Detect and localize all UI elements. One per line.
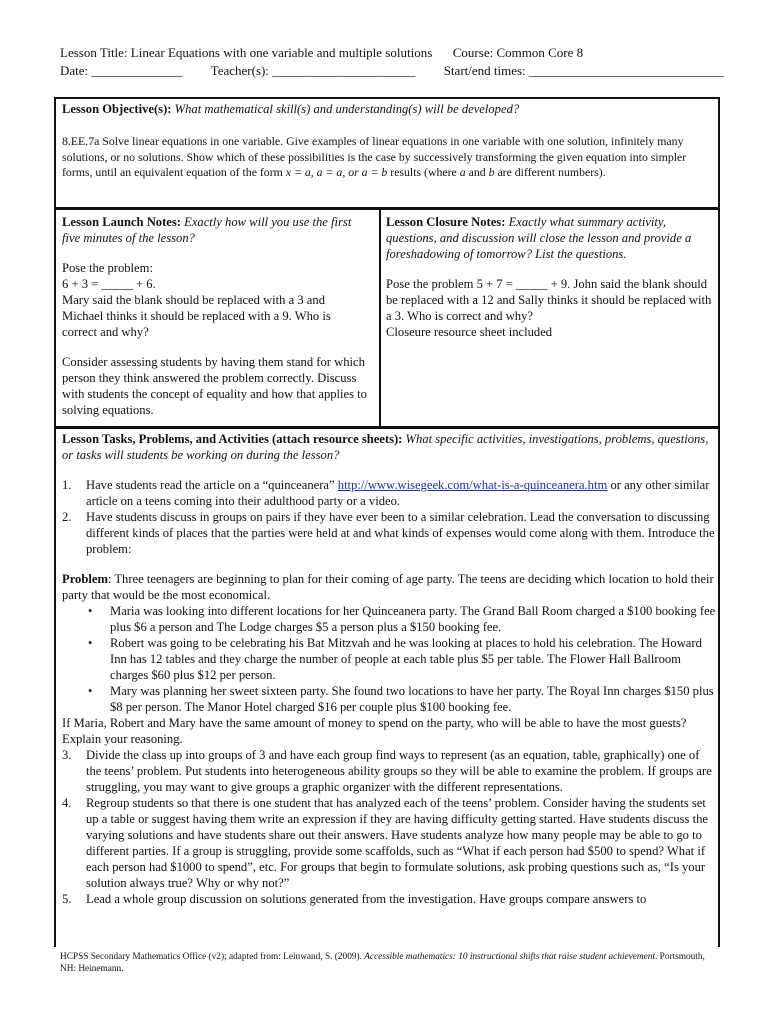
objective-end: are different numbers). [497,165,606,179]
footer-publisher: . Portsmouth, NH: Heinemann. [60,952,705,974]
list-item [62,477,716,509]
list-item [62,635,716,683]
objective-results: results (where [390,165,457,179]
header-line-2 [60,63,724,79]
times-label: Start/end times: [443,63,526,78]
objective-heading [62,101,712,117]
objective-section [54,97,720,209]
date-blank: ______________ [91,63,183,78]
item-number: 4. [62,796,72,810]
course: Common Core 8 [496,45,584,60]
notes-divider [379,210,381,426]
tasks-prompt: What specific activities, investigations, problems, questions, or tasks will students be working on during the lesson? [62,432,709,462]
list-item [62,683,716,715]
closure-prompt: Exactly what summary activity, questions, and discussion will close the lesson and provide a foreshadowing of tomorrow? List the questions. [386,215,692,261]
footer-book-title: Accessible mathematics: 10 instructional shifts that raise student achievement [364,952,655,962]
lesson-title-label: Lesson Title: [60,45,128,60]
notes-section [54,208,720,428]
item-number: 3. [62,748,72,762]
list-item [62,747,716,795]
problem-text: : Three teenagers are beginning to plan for their coming of age party. The teens are deciding which location to hold their party that would be the most economical. [62,572,714,602]
quinceanera-article-link[interactable]: http://www.wisegeek.com/what-is-a-quinceanera.htm [337,478,608,492]
bullet-robert: Robert was going to be celebrating his Bat Mitzvah and he was looking at places to hold his celebration. The Howard Inn has 12 tables and they charge the number of people at each table plus $5 per table. The Flower Hall Ballroom charges $60 plus $12 per person. [110,636,702,682]
item5-text: Lead a whole group discussion on solutions generated from the investigation. Have groups compare answers to [86,892,647,906]
lesson-title: Linear Equations with one variable and multiple solutions [130,45,433,60]
objective-var-b: b [488,165,495,179]
tasks-section [54,427,720,947]
item1-text: Have students read the article on a “quinceanera” [86,478,335,492]
item2-text: Have students discuss in groups on pairs if they have ever been to a similar celebration. Lead the conversation to discussing different kinds of places that the parties were held at and what kinds of expenses would come along with them. Introduce the problem: [86,510,715,556]
list-item [62,509,716,557]
closure-label: Lesson Closure Notes: [386,215,506,229]
launch-body-2: Consider assessing students by having them stand for which person they think answered the problem correctly. Discuss with students the concept of equality and how that applies to solving equations. [62,355,367,417]
footer-text: HCPSS Secondary Mathematics Office (v2); adapted from: Leinwand, S. (2009). [60,952,362,962]
bullet-icon: • [88,604,93,618]
closure-body: Pose the problem 5 + 7 = _____ + 9. John said the blank should be replaced with a 12 and Sally thinks it should be replaced with a 3. Who is correct and why? Closeure resource sheet included [386,277,712,339]
objective-and: and [468,165,486,179]
date-label: Date: [60,63,89,78]
teachers-label: Teacher(s): [210,63,269,78]
item-number: 5. [62,892,72,906]
bullet-mary: Mary was planning her sweet sixteen party. She found two locations to have her party. The Royal Inn charges $150 plus $8 per person. The Manor Hotel charged $16 per couple plus $100 booking fee. [110,684,714,714]
objective-var-a: a [459,165,466,179]
list-item [62,603,716,635]
item3-text: Divide the class up into groups of 3 and have each group find ways to represent (as an equation, table, graphically) one of the teens’ problem. Put students into heterogeneous ability groups so they will be able to examine the problem. If groups are struggling, you may want to give groups a graphic organizer with the different representations. [86,748,712,794]
item4-text: Regroup students so that there is one student that has analyzed each of the teens’ problem. Consider having the students set up a table or suggest having them write an expression if they are having difficulty getting started. Have students discuss the varying solutions and have students share out their answers. Have students analyze how many people may be able to go to different parties. If a group is struggling, provide some scaffolds, such as “What if each person had $500 to spend? What if each person had $1000 to spend”, etc. For groups that begin to formulate solutions, ask probing questions such as, “Is your solution always true? Why or why not?” [86,796,708,890]
times-blank: ______________________________ [528,63,724,78]
launch-body-1: Pose the problem: 6 + 3 = _____ + 6. Mary said the blank should be replaced with a 3 and Michael thinks it should be replaced with a 9. Who is correct and why? [62,261,331,339]
objective-prompt: What mathematical skill(s) and understanding(s) will be developed? [174,102,520,116]
bullet-icon: • [88,636,93,650]
tasks-heading [62,431,716,463]
problem-label: Problem [62,572,108,586]
launch-notes [62,214,368,418]
objective-label: Lesson Objective(s): [62,102,172,116]
teachers-blank: ______________________ [272,63,416,78]
item-number: 2. [62,510,72,524]
header-line-1 [60,45,583,61]
course-label: Course: [452,45,494,60]
objective-forms: x = a, a = a, or a = b [285,165,388,179]
item1-text-end: or any other similar article on a teens coming into their adulthood party or a video. [86,478,710,508]
list-item [62,891,716,907]
objective-standard: 8.EE.7a Solve linear equations in one variable. Give examples of linear equations in one variable with one solution, infinitely many solutions, or no solutions. Show which of these possibilities is the case by successively transforming the given equation into simpler forms, until an equivalent equation of the form [62,134,687,179]
objective-text [62,134,714,181]
launch-label: Lesson Launch Notes: [62,215,181,229]
tasks-label: Lesson Tasks, Problems, and Activities (attach resource sheets): [62,432,403,446]
launch-prompt: Exactly how will you use the first five minutes of the lesson? [62,215,352,245]
item-number: 1. [62,478,72,492]
bullet-icon: • [88,684,93,698]
bullet-maria: Maria was looking into different locations for her Quinceanera party. The Grand Ball Room charged a $100 booking fee plus $6 a person and The Lodge charges $5 a person plus a $150 booking fee. [110,604,716,634]
closure-notes [386,214,714,340]
problem-statement [62,571,716,603]
problem-question: If Maria, Robert and Mary have the same amount of money to spend on the party, who will be able to have the most guests? Explain your reasoning. [62,716,687,746]
footer-citation [60,951,720,975]
list-item [62,795,716,891]
tasks-content [62,431,716,907]
